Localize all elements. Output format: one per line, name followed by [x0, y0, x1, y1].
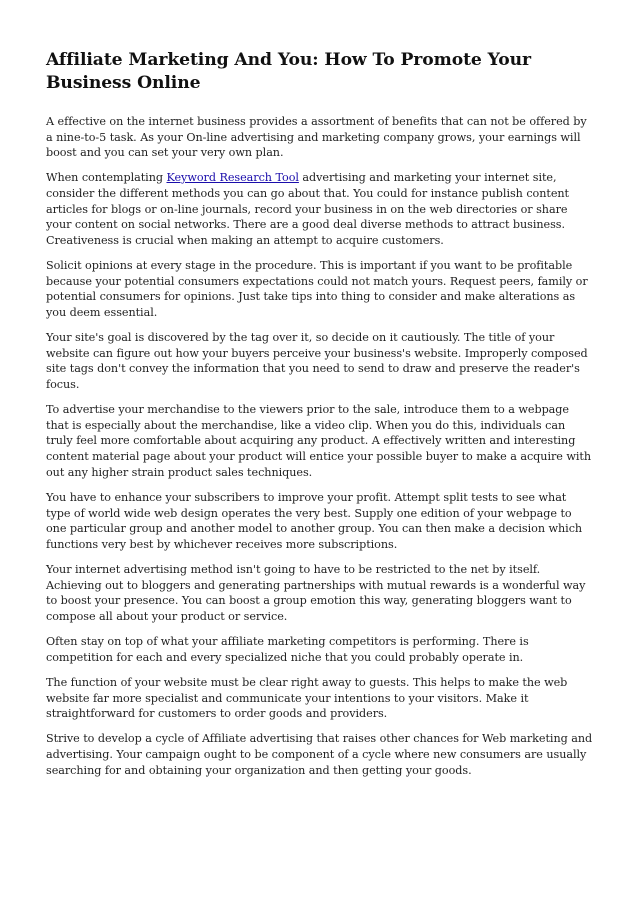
paragraph-8: Often stay on top of what your affiliate marketing competitors is performing. There is competition for each and every specialized niche that you could probably operate in.	[46, 635, 529, 664]
paragraph-2	[46, 170, 594, 248]
paragraph-2-rest: advertising and marketing your internet site, consider the different methods you can go about that. You could for instance publish content articles for blogs or on-line journals, record your business in on the web directories or share your content on social networks. There are a good deal diverse methods to attract business. Creativeness is crucial when making an attempt to acquire customers.	[46, 171, 569, 247]
paragraph-7: Your internet advertising method isn't going to have to be restricted to the net by itself. Achieving out to bloggers and generating partnerships with mutual rewards is a wonderful way to boost your presence. You can boost a group emotion this way, generating bloggers want to compose all about your product or service.	[46, 562, 586, 623]
paragraph-4: Your site's goal is discovered by the tag over it, so decide on it cautiously. The title of your website can figure out how your buyers perceive your business's website. Improperly composed site tags don't convey the information that you need to send to draw and preserve the reader's focus.	[46, 331, 588, 391]
paragraph-9: The function of your website must be clear right away to guests. This helps to make the web website far more specialist and communicate your intentions to your visitors. Make it straightforward for customers to order goods and providers.	[46, 675, 568, 721]
article-title: Affiliate Marketing And You: How To Promote Your Business Online	[46, 50, 532, 93]
paragraph-5: To advertise your merchandise to the viewers prior to the sale, introduce them to a webpage that is especially about the merchandise, like a video clip. When you do this, individuals can truly feel more comfortable about acquiring any product. A effectively written and interesting content material page about your product will entice your possible buyer to make a acquire with out any higher strain product sales techniques.	[46, 403, 592, 479]
article-body	[46, 49, 594, 788]
paragraph-6: You have to enhance your subscribers to improve your profit. Attempt split tests to see what type of world wide web design operates the very best. Supply one edition of your webpage to one particular group and another model to another group. You can then make a decision which functions very best by whichever receives more subscriptions.	[46, 490, 583, 551]
keyword-research-tool-link[interactable]: Keyword Research Tool	[166, 171, 299, 185]
paragraph-10: Strive to develop a cycle of Affiliate advertising that raises other chances for Web marketing and advertising. Your campaign ought to be component of a cycle where new consumers are usually searching for and obtaining your organization and then getting your goods.	[46, 732, 593, 777]
paragraph-2-lead: When contemplating	[46, 171, 167, 185]
paragraph-1: A effective on the internet business provides a assortment of benefits that can not be offered by a nine-to-5 task. As your On-line advertising and marketing company grows, your earnings will boost and you can set your very own plan.	[46, 115, 587, 160]
paragraph-3: Solicit opinions at every stage in the procedure. This is important if you want to be profitable because your potential consumers expectations could not match yours. Request peers, family or potential consumers for opinions. Just take tips into thing to consider and make alterations as you deem essential.	[46, 259, 588, 319]
